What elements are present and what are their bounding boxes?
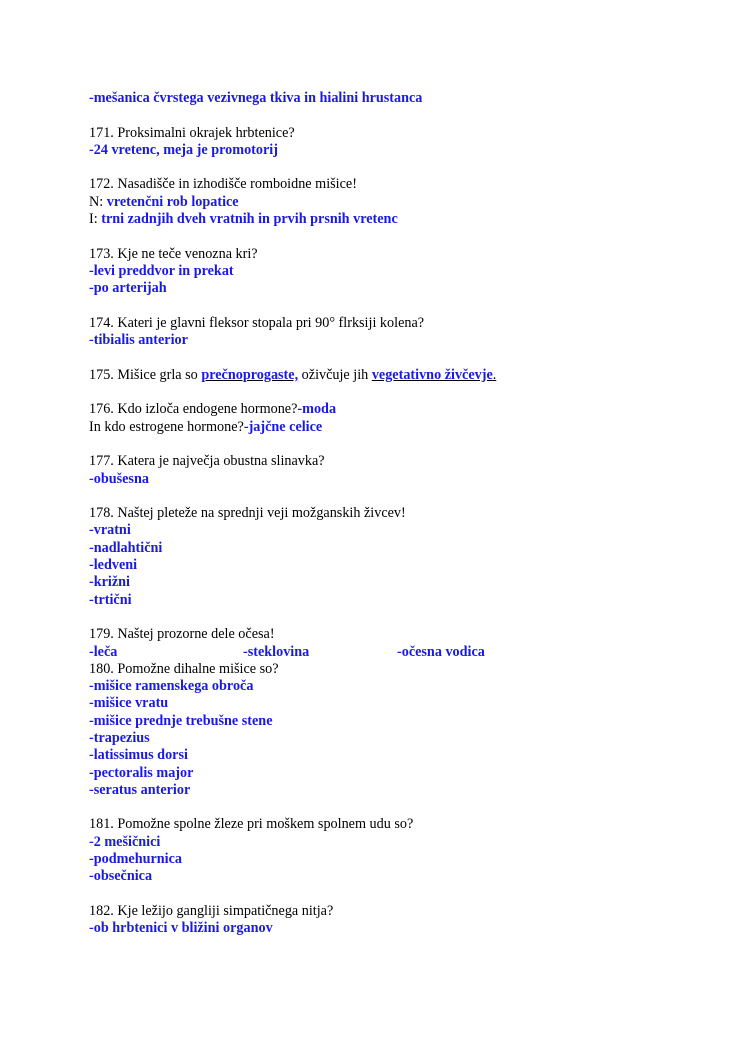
question-174: 174. Kateri je glavni fleksor stopala pri 90° flrksiji kolena? bbox=[89, 314, 425, 331]
question-182: 182. Kje ležijo gangliji simpatičnega nitja? bbox=[89, 902, 334, 919]
question-176-a: 176. Kdo izloča endogene hormone? bbox=[89, 401, 298, 418]
question-181: 181. Pomožne spolne žleze pri moškem spolnem udu so? bbox=[89, 816, 414, 833]
answer-174: -tibialis anterior bbox=[89, 332, 188, 349]
answer-181-item: -2 mešičnici bbox=[89, 833, 161, 850]
answer-175-2: vegetativno živčevje bbox=[371, 366, 493, 383]
question-179: 179. Naštej prozorne dele očesa! bbox=[89, 626, 275, 643]
answer-line: -mešanica čvrstega vezivnega tkiva in hialini hrustanca bbox=[89, 90, 423, 106]
answer-172-i: trni zadnjih dveh vratnih in prvih prsnih vretenc bbox=[101, 211, 398, 228]
question-176-row-1 bbox=[89, 401, 689, 418]
answer-176-2: -jajčne celice bbox=[243, 418, 323, 435]
answer-182: -ob hrbtenici v bližini organov bbox=[89, 920, 273, 937]
question-175-a: 175. Mišice grla so bbox=[89, 366, 202, 383]
question-171: 171. Proksimalni okrajek hrbtenice? bbox=[89, 124, 295, 141]
answer-180-item: -mišice prednje trebušne stene bbox=[89, 712, 273, 729]
answer-180-item: -seratus anterior bbox=[89, 781, 191, 798]
answer-179-item: -steklovina bbox=[243, 643, 310, 660]
answer-178-item: -križni bbox=[89, 574, 130, 591]
answer-177: -obušesna bbox=[89, 470, 149, 487]
answer-180-item: -latissimus dorsi bbox=[89, 747, 188, 764]
label-n: N: bbox=[89, 193, 107, 210]
answer-175-1: prečnoprogaste, bbox=[201, 366, 299, 383]
question-172: 172. Nasadišče in izhodišče romboidne mišice! bbox=[89, 176, 357, 193]
answer-178-item: -nadlahtični bbox=[89, 539, 163, 556]
question-173: 173. Kje ne teče venozna kri? bbox=[89, 245, 258, 262]
answer-180-item: -mišice ramenskega obroča bbox=[89, 678, 254, 695]
answer-171: -24 vretenc, meja je promotorij bbox=[89, 141, 278, 158]
answer-179-item: -leča bbox=[89, 643, 118, 660]
question-175-c: . bbox=[492, 366, 497, 383]
answer-180-item: -mišice vratu bbox=[89, 695, 169, 712]
question-175-row bbox=[89, 367, 689, 384]
answer-181-item: -obsečnica bbox=[89, 868, 153, 885]
question-178: 178. Naštej pleteže na sprednji veji možganskih živcev! bbox=[89, 505, 406, 522]
answer-178-item: -trtični bbox=[89, 591, 132, 608]
answer-179-item: -očesna vodica bbox=[397, 643, 485, 660]
answer-172-n: vretenčni rob lopatice bbox=[106, 193, 239, 210]
answer-181-item: -podmehurnica bbox=[89, 851, 183, 868]
answer-173-1: -levi preddvor in prekat bbox=[89, 262, 234, 279]
answer-173-2: -po arterijah bbox=[89, 280, 167, 297]
document-page bbox=[89, 90, 689, 938]
question-175-b: oživčuje jih bbox=[298, 366, 372, 383]
answer-178-item: -vratni bbox=[89, 522, 131, 539]
question-176-row-2 bbox=[89, 419, 689, 436]
answer-176-1: -moda bbox=[297, 401, 337, 418]
answer-180-item: -trapezius bbox=[89, 729, 150, 746]
answer-178-item: -ledveni bbox=[89, 557, 138, 574]
label-i: I: bbox=[89, 211, 102, 228]
answer-172-i-row bbox=[89, 211, 689, 228]
answer-180-item: -pectoralis major bbox=[89, 764, 194, 781]
answer-172-n-row bbox=[89, 194, 689, 211]
question-177: 177. Katera je največja obustna slinavka? bbox=[89, 453, 325, 470]
question-180: 180. Pomožne dihalne mišice so? bbox=[89, 660, 279, 677]
question-176-b: In kdo estrogene hormone? bbox=[89, 418, 244, 435]
answer-179-row bbox=[89, 644, 689, 661]
